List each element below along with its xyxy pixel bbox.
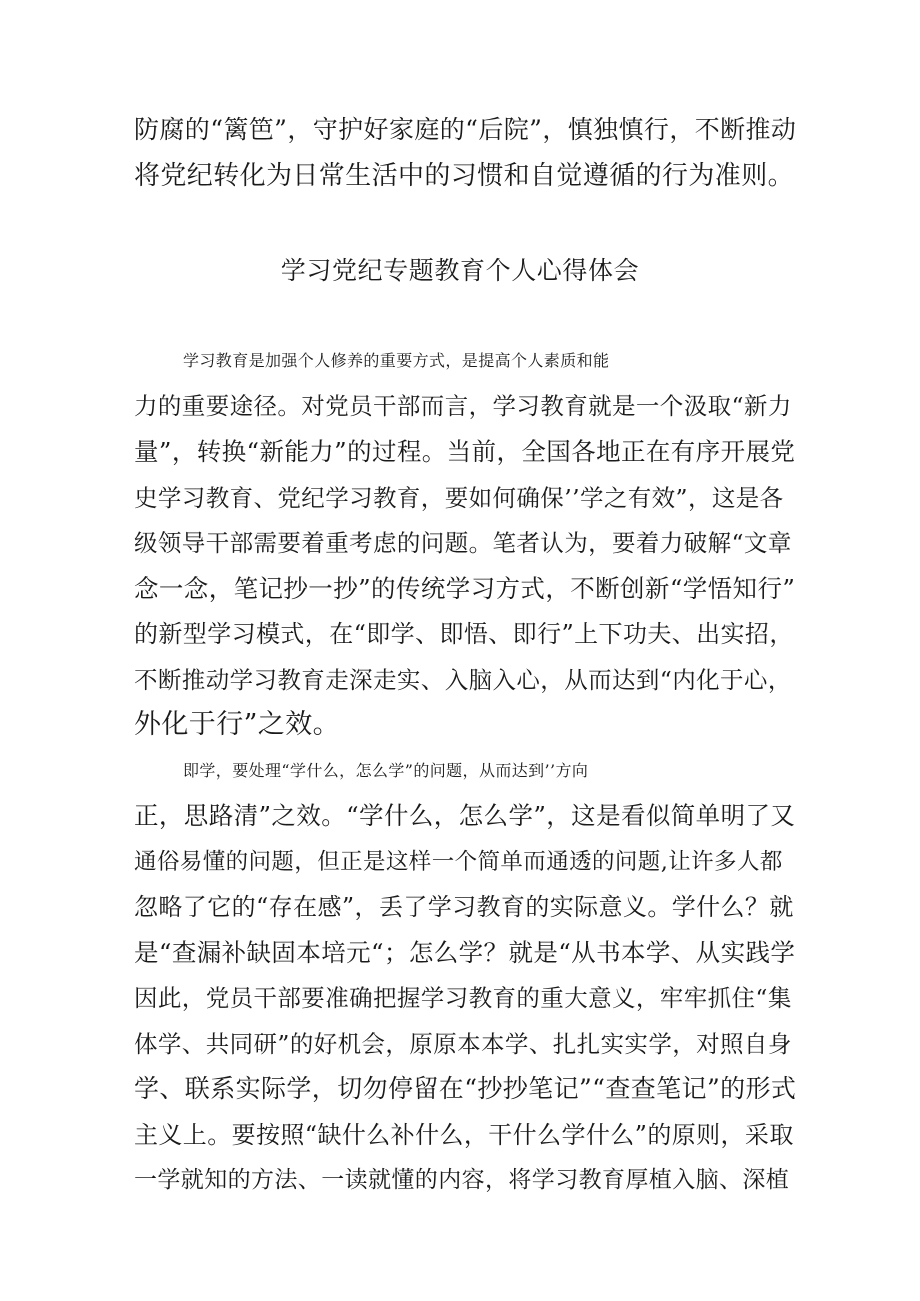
paragraph1-line: 外化于行”之效。 [134, 709, 341, 740]
paragraph2-line: 通俗易懂的问题，但正是这样一个简单而通透的问题,让许多人都 [134, 849, 783, 875]
paragraph2-line: 学、联系实际学，切勿停留在“抄抄笔记”“查查笔记”的形式 [134, 1074, 797, 1103]
paragraph1-line: 学习教育是加强个人修养的重要方式，是提高个人素质和能 [183, 351, 610, 370]
paragraph1-line: 级领导干部需要着重考虑的问题。笔者认为，要着力破解“文章 [134, 529, 792, 557]
intro-line: 防腐的“篱笆”，守护好家庭的“后院”，慎独慎行，不断推动 [134, 115, 797, 144]
paragraph2-line: 一学就知的方法、一读就懂的内容，将学习教育厚植入脑、深植 [134, 1167, 790, 1193]
paragraph1-line: 不断推动学习教育走深走实、入脑入心，从而达到“内化于心， [134, 666, 792, 694]
paragraph2-line: 体学、共同研”的好机会，原原本本学、扎扎实实学，对照自身 [134, 1030, 792, 1058]
paragraph2-line: 主义上。要按照“缺什么补什么，干什么学什么”的原则，采取 [134, 1121, 794, 1149]
paragraph1-line: 念一念，笔记抄一抄”的传统学习方式，不断创新“学悟知行” [134, 574, 796, 603]
paragraph1-line: 量”，转换“新能力”的过程。当前，全国各地正在有序开展党 [134, 437, 796, 466]
paragraph1-line: 的新型学习模式，在“即学、即悟、即行”上下功夫、出实招， [134, 620, 794, 648]
intro-line: 将党纪转化为日常生活中的习惯和自觉遵循的行为准则。 [134, 161, 795, 191]
article-title: 学习党纪专题教育个人心得体会 [280, 256, 640, 285]
paragraph1-line: 史学习教育、党纪学习教育，要如何确保’’学之有效”，这是各 [134, 484, 784, 512]
paragraph2-line: 即学，要处理“学什么，怎么学”的问题，从而达到’’方向 [183, 761, 589, 780]
paragraph2-line: 是“查漏补缺固本培元“；怎么学？就是“从书本学、从实践学 [134, 938, 796, 967]
paragraph2-line: 因此，党员干部要准确把握学习教育的重大意义，牢牢抓住“集 [134, 984, 792, 1012]
paragraph2-line: 正，思路清”之效。“学什么，怎么学”，这是看似简单明了又 [134, 801, 796, 830]
paragraph1-line: 力的重要途径。对党员干部而言，学习教育就是一个汲取“新力 [134, 392, 792, 420]
paragraph2-line: 忽略了它的“存在感”，丢了学习教育的实际意义。学什么？就 [134, 893, 794, 921]
